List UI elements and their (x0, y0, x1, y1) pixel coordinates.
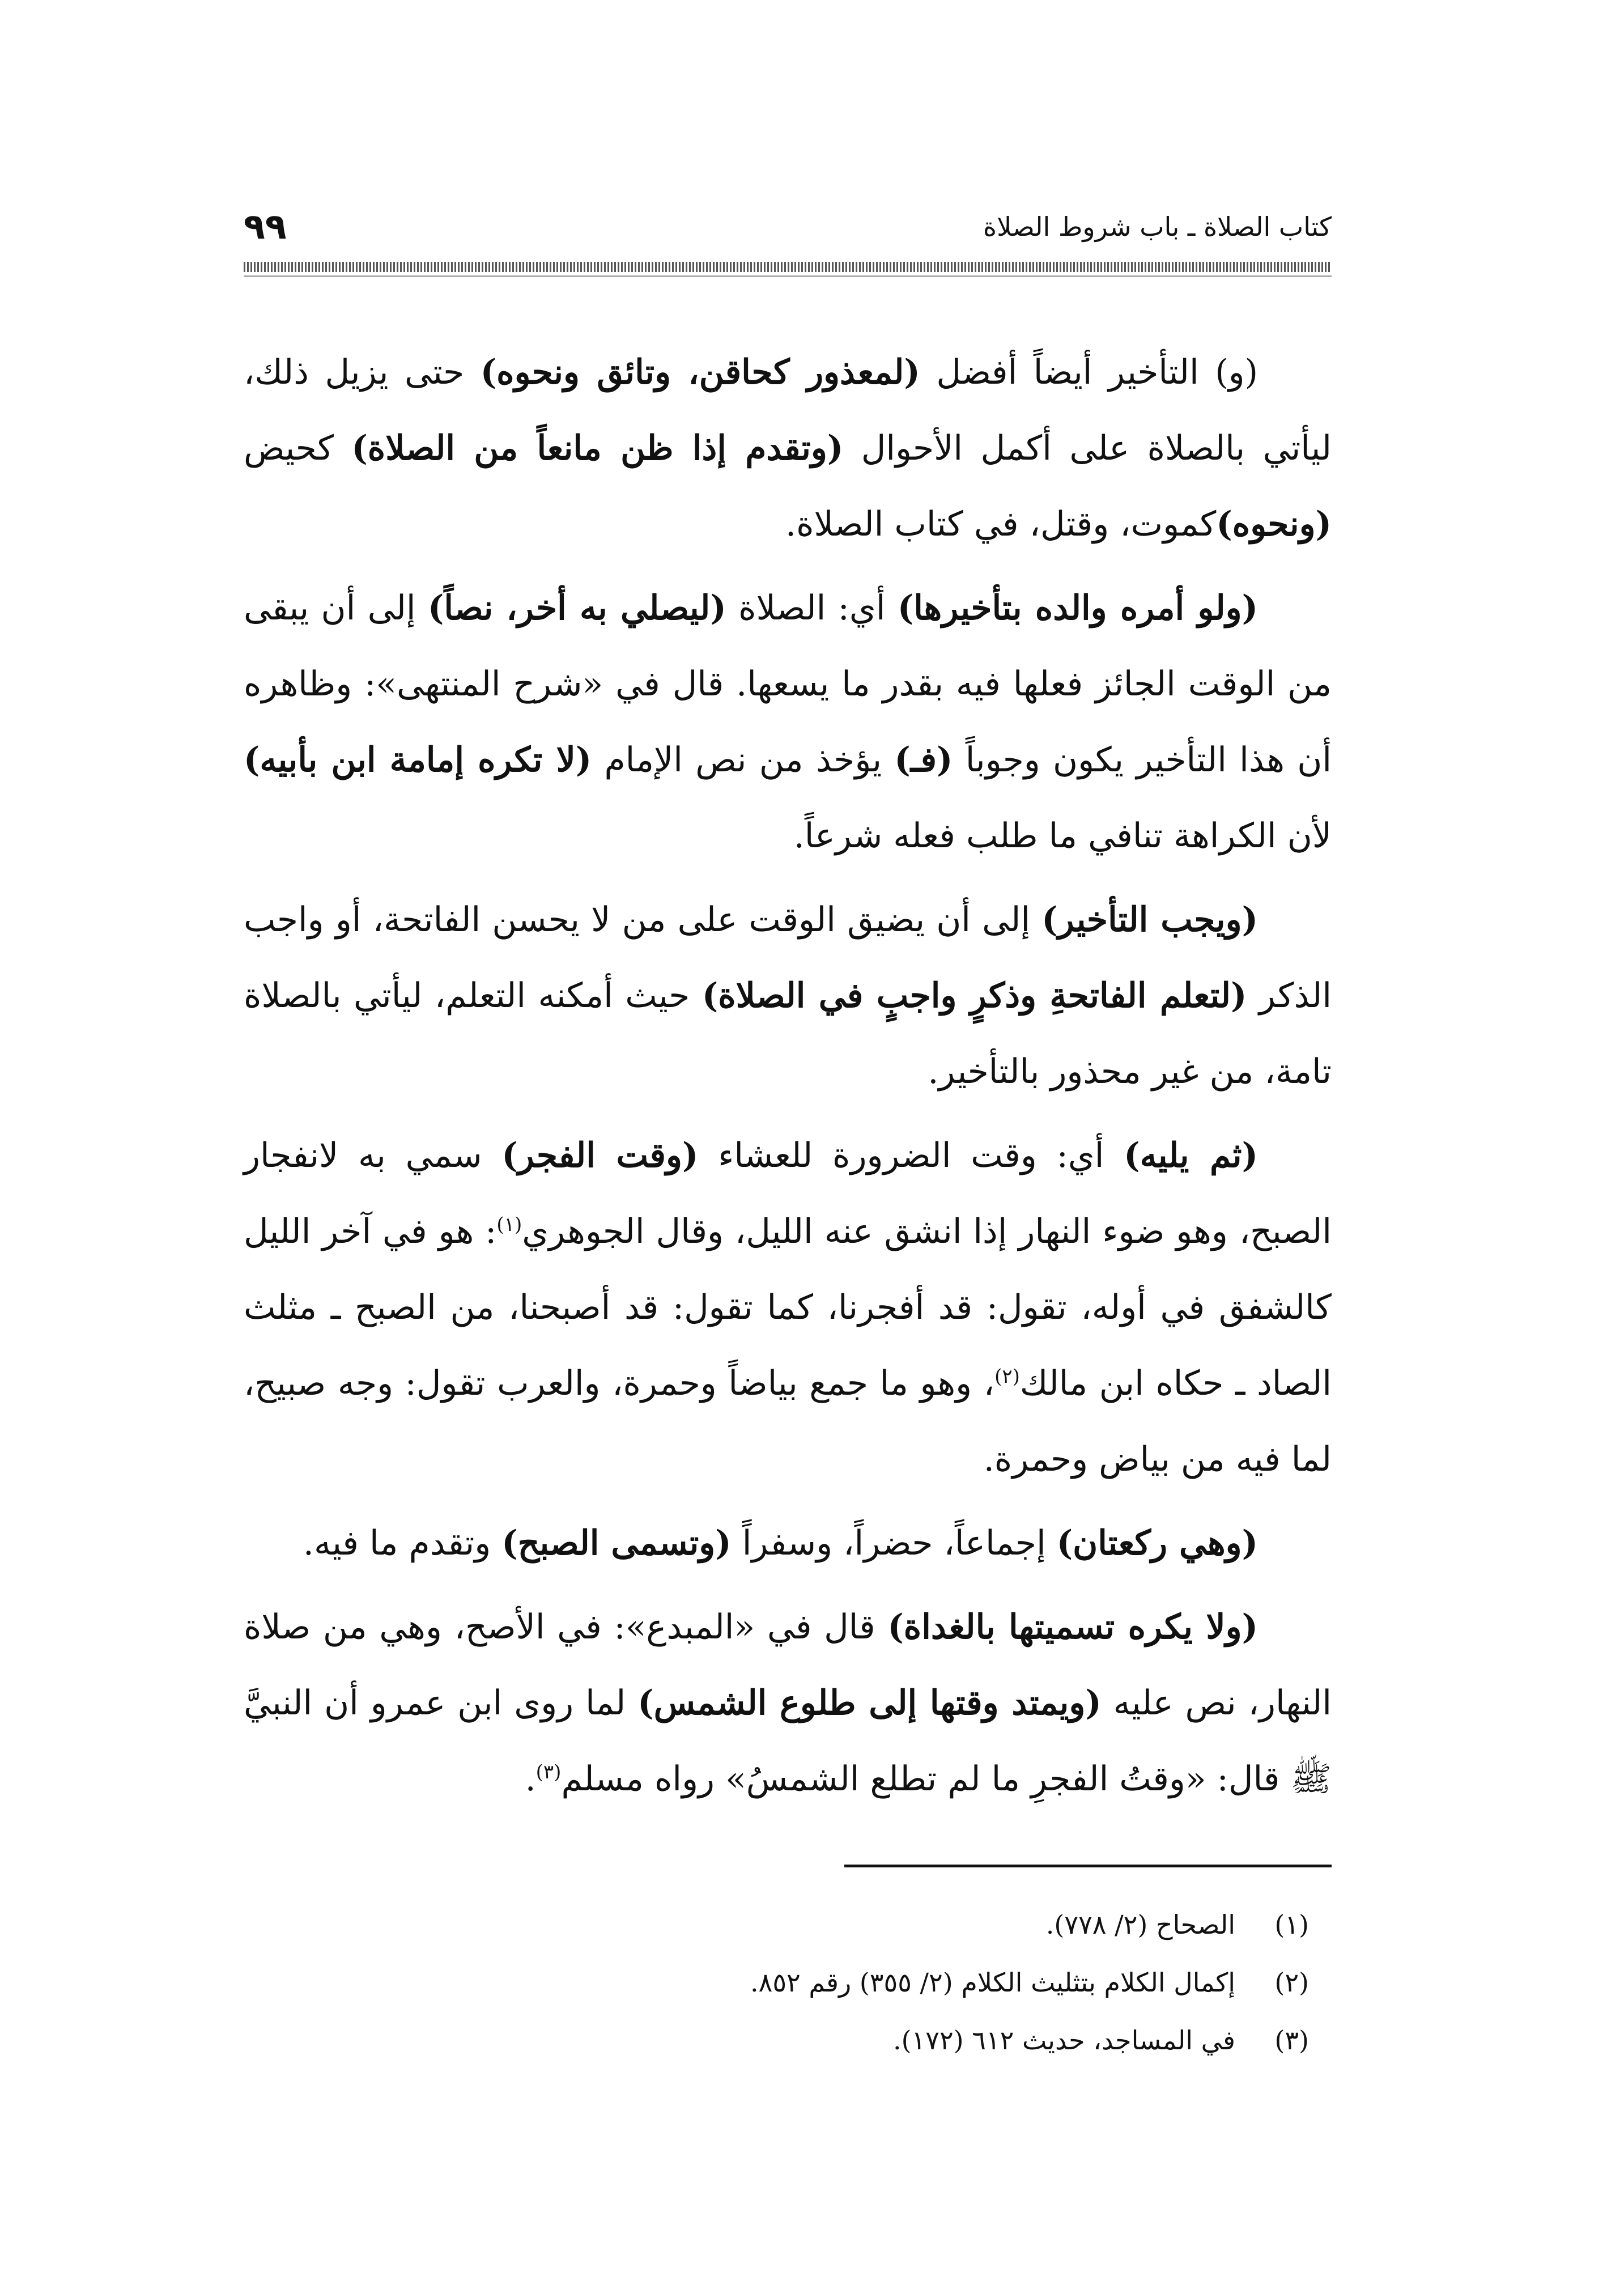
matn-text: (وهي ركعتان) (1056, 1523, 1258, 1563)
paragraph (244, 1589, 1332, 1817)
main-text (244, 334, 1332, 1817)
header-rule (244, 262, 1332, 272)
footnote-number: (١) (1274, 1909, 1309, 1940)
matn-text: (وقت الفجر) (501, 1136, 699, 1175)
running-title: كتاب الصلاة ـ باب شروط الصلاة (983, 211, 1332, 242)
sharh-text: أي: وقت الضرورة للعشاء (698, 1136, 1124, 1175)
footnote-text: الصحاح (٢/ ٧٧٨). (1045, 1909, 1235, 1940)
matn-text: (وتسمى الصبح) (501, 1523, 732, 1563)
footnote (244, 1954, 1332, 2011)
sharh-text: إلى أن يبقى من الوقت الجائز فعلها فيه بقدر ما يسعها. قال في «شرح المنتهى»: وظاهره أن هذا التأخير يكون وجوباً (244, 588, 1332, 780)
paragraph (244, 1118, 1332, 1497)
matn-text: (ولو أمره والده بتأخيرها) (897, 588, 1258, 628)
sharh-text: حيث أمكنه التعلم، ليأتي بالصلاة تامة، من غير محذور بالتأخير. (244, 976, 1332, 1092)
footnote-text: في المساجد، حديث ٦١٢ (١٧٢). (892, 2025, 1235, 2056)
sharh-text: (و) التأخير أيضاً أفضل (920, 353, 1258, 392)
sharh-text: لأن الكراهة تنافي ما طلب فعله شرعاً. (793, 816, 1332, 856)
sharh-text: قال في «المبدع»: في الأصح، وهي من صلاة النهار، نص عليه (244, 1607, 1332, 1723)
sharh-text: لما روى ابن عمرو أن النبيَّ ﷺ قال: «وقتُ الفجرِ ما لم تطلع الشمسُ» رواه مسلم (244, 1683, 1332, 1799)
footnote-number: (٢) (1274, 1967, 1309, 1998)
paragraph (244, 570, 1332, 874)
paragraph (244, 1505, 1332, 1581)
footnote-reference: (٢) (994, 1365, 1020, 1388)
footnote-reference: (١) (496, 1213, 522, 1236)
paragraph (244, 882, 1332, 1110)
matn-text: (ويمتد وقتها إلى طلوع الشمس) (637, 1683, 1102, 1723)
sharh-text: حتى يزيل ذلك، ليأتي بالصلاة على أكمل الأحوال (244, 353, 1332, 468)
sharh-text: . (525, 1759, 536, 1799)
matn-text: (وتقدم إذا ظن مانعاً من الصلاة) (351, 428, 844, 468)
sharh-text: كموت، وقتل، في كتاب الصلاة. (785, 504, 1217, 544)
footnote (244, 1896, 1332, 1954)
page-header (244, 201, 1332, 252)
matn-text: (فـ) (894, 740, 953, 780)
sharh-text: وتقدم ما فيه. (303, 1523, 502, 1563)
matn-text: (ونحوه) (1216, 504, 1332, 544)
footnote (244, 2011, 1332, 2069)
header-rule-thin (244, 275, 1332, 277)
matn-text: (لمعذور كحاقن، وتائق ونحوه) (480, 353, 920, 392)
sharh-text: إجماعاً، حضراً، وسفراً (731, 1523, 1057, 1563)
matn-text: (ولا يكره تسميتها بالغداة) (887, 1607, 1258, 1647)
matn-text: (ويجب التأخير) (1041, 900, 1258, 940)
matn-text: (لتعلم الفاتحةِ وذكرٍ واجبٍ في الصلاة) (702, 976, 1247, 1016)
footnote-reference: (٣) (535, 1761, 562, 1784)
sharh-text: إلى أن يضيق الوقت على من لا يحسن الفاتحة، أو واجب الذكر (244, 900, 1332, 1016)
matn-text: (ثم يليه) (1124, 1136, 1258, 1175)
sharh-text: كحيض (244, 428, 352, 468)
sharh-text: يؤخذ من نص الإمام (592, 740, 895, 780)
sharh-text: ، وهو ما جمع بياضاً وحمرة، والعرب تقول: وجه صبيح، لما فيه من بياض وحمرة. (244, 1364, 1332, 1479)
matn-text: (لا تكره إمامة ابن بأبيه) (244, 740, 592, 780)
sharh-text: : هو في آخر الليل كالشفق في أوله، تقول: قد أفجرنا، كما تقول: قد أصبحنا، من الصبح ـ مثلث الصاد ـ حكاه ابن مالك (244, 1212, 1332, 1403)
page-number: ٩٩ (244, 206, 287, 247)
matn-text: (ليصلي به أخر، نصاً) (427, 588, 726, 628)
sharh-text: سمي به لانفجار الصبح، وهو ضوء النهار إذا انشق عنه الليل، وقال الجوهري (244, 1136, 1332, 1251)
footnotes (244, 1896, 1332, 2069)
footnote-number: (٣) (1274, 2025, 1309, 2056)
footnote-text: إكمال الكلام بتثليث الكلام (٢/ ٣٥٥) رقم ٨٥٢. (750, 1967, 1235, 1998)
footnote-separator (844, 1865, 1332, 1867)
paragraph (244, 334, 1332, 562)
sharh-text: أي: الصلاة (726, 588, 898, 628)
